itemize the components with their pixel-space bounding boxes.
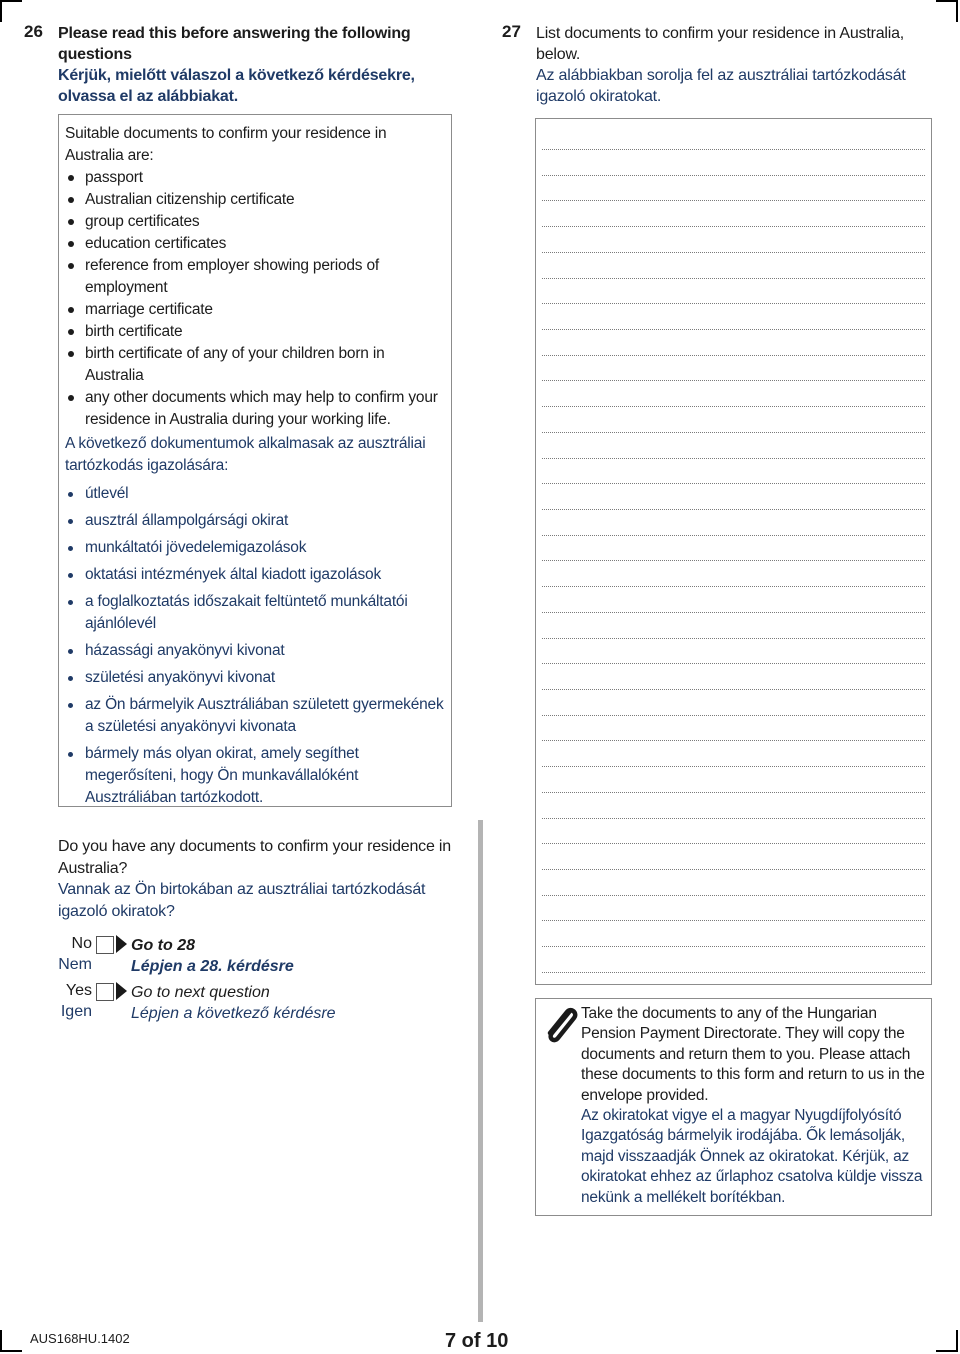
- option-yes-checkbox[interactable]: [96, 983, 114, 1001]
- answer-line[interactable]: [542, 895, 925, 896]
- list-item: oktatási intézmények által kiadott igazolások: [65, 564, 445, 586]
- answer-line[interactable]: [542, 200, 925, 201]
- option-yes-goto-en: Go to next question: [131, 984, 270, 1001]
- crop-mark: [936, 1350, 958, 1352]
- crop-mark: [956, 0, 958, 22]
- answer-line[interactable]: [542, 509, 925, 510]
- question-27-title: [536, 23, 931, 107]
- crop-mark: [0, 1350, 22, 1352]
- list-item: házassági anyakönyvi kivonat: [65, 640, 445, 662]
- list-item: marriage certificate: [65, 299, 445, 321]
- column-divider: [478, 820, 483, 1322]
- option-yes-label-en: Yes: [65, 982, 92, 999]
- documents-list-answer-box[interactable]: [535, 118, 932, 985]
- documents-list-en: [65, 167, 445, 431]
- list-item: a foglalkoztatás időszakait feltüntető munkáltatói ajánlólevél: [65, 591, 445, 635]
- answer-line[interactable]: [542, 869, 925, 870]
- answer-line[interactable]: [542, 535, 925, 536]
- intro-hu: A következő dokumentumok alkalmasak az ausztráliai tartózkodás igazolására:: [65, 435, 426, 474]
- paperclip-icon: [540, 1005, 580, 1047]
- option-yes-label: [52, 980, 92, 1022]
- answer-line[interactable]: [542, 920, 925, 921]
- question-27-title-en: List documents to confirm your residence in Australia, below.: [536, 25, 905, 63]
- answer-line[interactable]: [542, 175, 925, 176]
- option-no-label: [52, 933, 92, 975]
- answer-line[interactable]: [542, 843, 925, 844]
- list-item: ausztrál állampolgársági okirat: [65, 510, 445, 532]
- answer-line[interactable]: [542, 972, 925, 973]
- list-item: birth certificate of any of your children born in Australia: [65, 343, 445, 387]
- note-text: [581, 1004, 926, 1208]
- answer-line[interactable]: [542, 586, 925, 587]
- list-item: az Ön bármelyik Ausztráliában született gyermekének a születési anyakönyvi kivonata: [65, 694, 445, 738]
- page-number: 7 of 10: [445, 1330, 509, 1352]
- answer-line[interactable]: [542, 663, 925, 664]
- answer-line[interactable]: [542, 355, 925, 356]
- list-item: passport: [65, 167, 445, 189]
- option-no-label-hu: Nem: [58, 956, 92, 973]
- option-yes-label-hu: Igen: [60, 1003, 92, 1020]
- answer-line[interactable]: [542, 278, 925, 279]
- answer-line[interactable]: [542, 406, 925, 407]
- answer-line[interactable]: [542, 432, 925, 433]
- crop-mark: [0, 0, 22, 2]
- answer-line[interactable]: [542, 380, 925, 381]
- answer-line[interactable]: [542, 458, 925, 459]
- answer-line[interactable]: [542, 252, 925, 253]
- question-26-title-en: Please read this before answering the following questions: [58, 25, 411, 63]
- option-no-label-en: No: [71, 935, 92, 952]
- question-27-number: 27: [502, 22, 521, 41]
- answer-line[interactable]: [542, 766, 925, 767]
- answer-line[interactable]: [542, 303, 925, 304]
- intro-en: Suitable documents to confirm your residence in Australia are:: [65, 125, 387, 164]
- question-26-title: [58, 23, 458, 107]
- question-26-prompt: [58, 836, 458, 922]
- option-yes-goto-hu: Lépjen a következő kérdésre: [131, 1005, 336, 1022]
- answer-line[interactable]: [542, 689, 925, 690]
- answer-line[interactable]: [542, 329, 925, 330]
- option-no-goto-hu: Lépjen a 28. kérdésre: [131, 958, 294, 975]
- crop-mark: [0, 1330, 2, 1352]
- crop-mark: [0, 0, 2, 22]
- list-item: group certificates: [65, 211, 445, 233]
- note-text-en: Take the documents to any of the Hungarian Pension Payment Directorate. They will copy the documents and return them to you. Please attach these documents to this form and return to us in the envelope provided.: [581, 1005, 925, 1104]
- option-yes-goto: [131, 982, 336, 1024]
- note-text-hu: Az okiratokat vigye el a magyar Nyugdíjfolyósító Igazgatóság bármelyik irodájába. Ők lemásolják, majd visszaadják Önnek az okiratokat. Kérjük, az okiratokat ehhez az űrlaphoz csatolva küldje vissza nekünk a mellékelt borítékban.: [581, 1107, 923, 1206]
- option-no-checkbox[interactable]: [96, 936, 114, 954]
- documents-list-hu: [65, 483, 445, 809]
- suitable-documents-box: [58, 114, 452, 807]
- list-item: any other documents which may help to confirm your residence in Australia during your working life.: [65, 387, 445, 431]
- list-item: birth certificate: [65, 321, 445, 343]
- option-no-goto: [131, 935, 294, 977]
- list-item: útlevél: [65, 483, 445, 505]
- question-26-prompt-hu: Vannak az Ön birtokában az ausztráliai tartózkodását igazoló okiratok?: [58, 881, 426, 920]
- answer-line[interactable]: [542, 946, 925, 947]
- answer-line[interactable]: [542, 740, 925, 741]
- crop-mark: [956, 1330, 958, 1352]
- arrow-right-icon: [116, 935, 127, 953]
- question-26-title-hu: Kérjük, mielőtt válaszol a következő kérdésekre, olvassa el az alábbiakat.: [58, 67, 415, 105]
- answer-line[interactable]: [542, 226, 925, 227]
- question-27-title-hu: Az alábbiakban sorolja fel az ausztráliai tartózkodását igazoló okiratokat.: [536, 67, 906, 105]
- answer-line[interactable]: [542, 560, 925, 561]
- answer-line[interactable]: [542, 638, 925, 639]
- note-box: [535, 998, 932, 1216]
- list-item: bármely más olyan okirat, amely segíthet megerősíteni, hogy Ön munkavállalóként Ausztráliában tartózkodott.: [65, 743, 445, 809]
- answer-line[interactable]: [542, 149, 925, 150]
- form-code: AUS168HU.1402: [30, 1331, 130, 1346]
- answer-line[interactable]: [542, 483, 925, 484]
- answer-line[interactable]: [542, 792, 925, 793]
- list-item: education certificates: [65, 233, 445, 255]
- question-26-number: 26: [24, 22, 43, 41]
- list-item: reference from employer showing periods of employment: [65, 255, 445, 299]
- list-item: Australian citizenship certificate: [65, 189, 445, 211]
- answer-line[interactable]: [542, 818, 925, 819]
- list-item: születési anyakönyvi kivonat: [65, 667, 445, 689]
- question-26-prompt-en: Do you have any documents to confirm your residence in Australia?: [58, 838, 451, 877]
- crop-mark: [936, 0, 958, 2]
- list-item: munkáltatói jövedelemigazolások: [65, 537, 445, 559]
- option-no-goto-en: Go to 28: [131, 937, 196, 954]
- answer-line[interactable]: [542, 715, 925, 716]
- answer-line[interactable]: [542, 612, 925, 613]
- arrow-right-icon: [116, 982, 127, 1000]
